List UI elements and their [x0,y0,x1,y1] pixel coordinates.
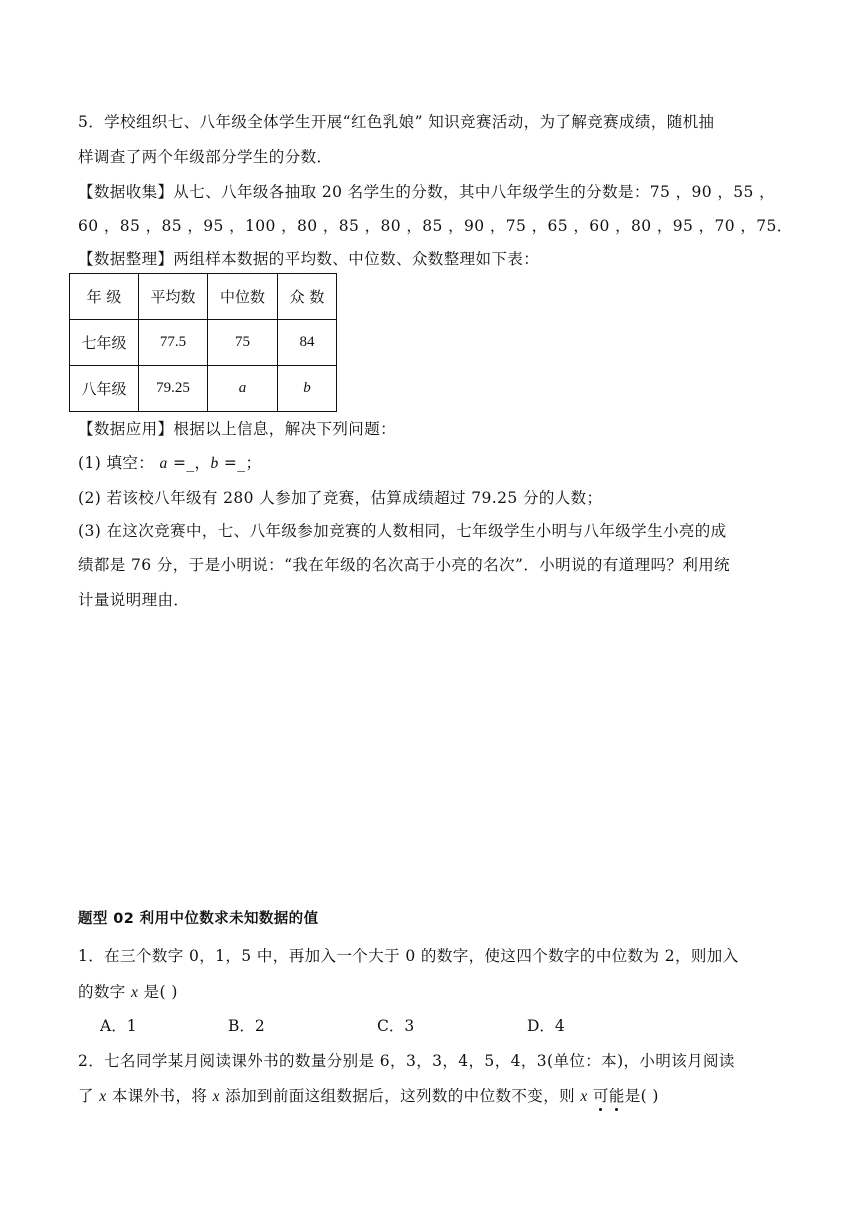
q5-data-collection-line2: 60 ，85 ，85 ，95 ，100 ，80 ，85 ，80 ，85 ，90 ，75 ，65 ，60 ，80 ，95 ，70 ，75． [78,217,793,235]
option-b[interactable]: B．2 [228,1017,265,1035]
header-mode: 众 数 [278,274,337,320]
header-median: 中位数 [208,274,278,320]
q5-data-organize: 【数据整理】两组样本数据的平均数、中位数、众数整理如下表： [78,250,540,268]
var-a: a [159,455,168,472]
header-mean: 平均数 [139,274,208,320]
cell-median: 75 [208,320,278,366]
cell-grade: 八年级 [70,366,139,412]
table-header-row [70,274,337,320]
cell-mean: 77.5 [139,320,208,366]
q2-stem-line1: 2．七名同学某月阅读课外书的数量分别是 6，3，3，4，5，4，3(单位：本)，小明该月阅读 [78,1052,735,1070]
q2-stem-line2 [78,1086,659,1107]
statistics-table [69,273,337,412]
cell-grade: 七年级 [70,320,139,366]
cell-mode: b [278,366,337,412]
option-c[interactable]: C．3 [377,1017,415,1035]
section-heading: 题型 02 利用中位数求未知数据的值 [78,911,319,927]
var-x: x [99,1088,107,1105]
cell-median: a [208,366,278,412]
var-b: b [210,455,219,472]
q1-stem-line1: 1．在三个数字 0，1，5 中，再加入一个大于 0 的数字，使这四个数字的中位数为 2，则加入 [78,947,739,965]
var-x: x [131,984,139,1001]
part1-prefix: (1) 填空： [78,454,160,472]
q1-text: 的数字 [78,983,132,1001]
table-row [70,320,337,366]
emphasis-char: 可 [592,1087,609,1105]
var-x: x [580,1088,588,1105]
q5-part3-line1: (3) 在这次竞赛中，七、八年级参加竞赛的人数相同，七年级学生小明与八年级学生小亮的成 [78,522,727,540]
q2-text: 了 [78,1087,100,1105]
header-grade: 年 级 [70,274,139,320]
cell-mode: 84 [278,320,337,366]
q5-data-application: 【数据应用】根据以上信息，解决下列问题： [78,420,397,438]
q5-part3-line2: 绩都是 76 分，于是小明说：“我在年级的名次高于小亮的名次”．小明说的有道理吗？利用统 [78,556,731,574]
q5-part3-line3: 计量说明理由． [78,591,190,609]
part1-b-blank: =_； [218,454,262,472]
part1-a-blank: =_， [167,454,211,472]
emphasis-char: 能 [608,1087,625,1105]
q5-stem-line2: 样调查了两个年级部分学生的分数． [78,148,333,166]
table-row [70,366,337,412]
q5-part2: (2) 若该校八年级有 280 人参加了竞赛，估算成绩超过 79.25 分的人数； [78,489,603,507]
q5-part1 [78,453,261,474]
q2-text: 本课外书，将 [106,1087,213,1105]
q1-stem-line2 [78,982,178,1003]
q1-text: 是( ) [138,983,178,1001]
q2-text: 添加到前面这组数据后，这列数的中位数不变，则 [219,1087,581,1105]
option-a[interactable]: A．1 [100,1017,137,1035]
q5-data-collection-line1: 【数据收集】从七、八年级各抽取 20 名学生的分数，其中八年级学生的分数是：75 ，90 ，55 ， [78,183,776,201]
q2-text: 是( ) [624,1087,659,1105]
cell-mean: 79.25 [139,366,208,412]
q5-stem-line1: 5．学校组织七、八年级全体学生开展“红色乳娘” 知识竞赛活动，为了解竞赛成绩，随机抽 [78,113,715,131]
option-d[interactable]: D．4 [527,1017,565,1035]
var-x: x [212,1088,220,1105]
